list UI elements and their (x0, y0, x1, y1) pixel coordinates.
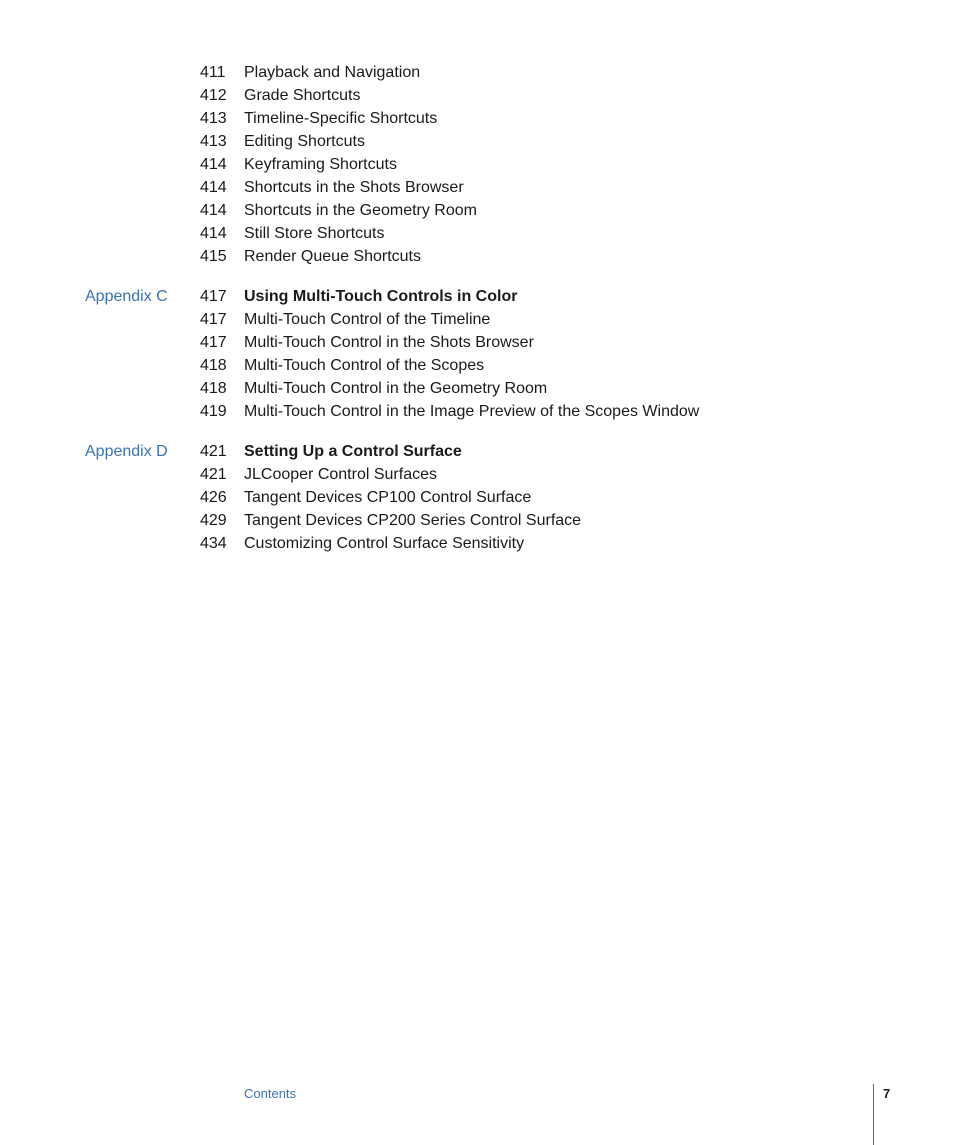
toc-entry-title: Customizing Control Surface Sensitivity (244, 535, 525, 552)
toc-page-number: 414 (200, 202, 227, 219)
toc-chapter-title: Using Multi-Touch Controls in Color (244, 288, 518, 305)
toc-entry-title: Shortcuts in the Geometry Room (244, 202, 477, 219)
toc-entry-title: Multi-Touch Control of the Timeline (244, 311, 491, 328)
toc-entry[interactable] (0, 486, 954, 509)
toc-entry[interactable] (0, 463, 954, 486)
toc-page-number: 417 (200, 311, 227, 328)
toc-entry[interactable] (0, 308, 954, 331)
toc-chapter-heading[interactable] (0, 440, 954, 463)
toc-page-number: 421 (200, 443, 227, 460)
toc-page-number: 413 (200, 133, 227, 150)
toc-entry-title: Multi-Touch Control in the Geometry Room (244, 380, 548, 397)
toc-entry-title: Render Queue Shortcuts (244, 248, 421, 265)
toc-page-number: 421 (200, 466, 227, 483)
footer-page-number: 7 (883, 1086, 891, 1101)
toc-page-number: 414 (200, 156, 227, 173)
toc-page-number: 434 (200, 535, 227, 552)
appendix-label: Appendix D (85, 443, 168, 460)
toc-page-number: 414 (200, 225, 227, 242)
toc-entry[interactable] (0, 153, 954, 176)
toc-page-number: 414 (200, 179, 227, 196)
toc-entry-title: Still Store Shortcuts (244, 225, 385, 242)
toc-group-appendix-d (0, 440, 954, 555)
toc-page-number: 412 (200, 87, 227, 104)
toc-page-number: 417 (200, 288, 227, 305)
toc-entry-title: Multi-Touch Control of the Scopes (244, 357, 485, 374)
toc-entry-title: JLCooper Control Surfaces (244, 466, 437, 483)
toc-entry[interactable] (0, 377, 954, 400)
toc-entry[interactable] (0, 199, 954, 222)
toc-entry[interactable] (0, 245, 954, 268)
toc-group-shortcuts-continued (0, 61, 954, 268)
toc-page-number: 418 (200, 380, 227, 397)
toc-page-number: 411 (200, 64, 226, 81)
toc-entry-title: Tangent Devices CP100 Control Surface (244, 489, 532, 506)
toc-entry-title: Shortcuts in the Shots Browser (244, 179, 464, 196)
toc-page-number: 426 (200, 489, 227, 506)
table-of-contents (0, 61, 954, 555)
footer-section-label: Contents (244, 1086, 297, 1101)
toc-entry[interactable] (0, 532, 954, 555)
toc-entry-title: Timeline-Specific Shortcuts (244, 110, 438, 127)
toc-entry-title: Grade Shortcuts (244, 87, 361, 104)
toc-page-number: 418 (200, 357, 227, 374)
toc-entry[interactable] (0, 222, 954, 245)
toc-chapter-title: Setting Up a Control Surface (244, 443, 462, 460)
toc-group-appendix-c (0, 285, 954, 423)
appendix-label: Appendix C (85, 288, 168, 305)
toc-page-number: 415 (200, 248, 227, 265)
toc-entry[interactable] (0, 130, 954, 153)
toc-entry[interactable] (0, 354, 954, 377)
toc-page-number: 429 (200, 512, 227, 529)
toc-page-number: 419 (200, 403, 227, 420)
toc-entry-title: Keyframing Shortcuts (244, 156, 397, 173)
toc-entry-title: Editing Shortcuts (244, 133, 365, 150)
toc-entry[interactable] (0, 107, 954, 130)
toc-page-number: 413 (200, 110, 227, 127)
toc-entry[interactable] (0, 176, 954, 199)
toc-chapter-heading[interactable] (0, 285, 954, 308)
toc-entry[interactable] (0, 84, 954, 107)
footer-divider (873, 1084, 874, 1145)
toc-entry-title: Multi-Touch Control in the Shots Browser (244, 334, 534, 351)
toc-entry-title: Tangent Devices CP200 Series Control Surface (244, 512, 582, 529)
toc-entry-title: Playback and Navigation (244, 64, 421, 81)
toc-entry[interactable] (0, 331, 954, 354)
toc-entry[interactable] (0, 509, 954, 532)
toc-page-number: 417 (200, 334, 227, 351)
toc-entry[interactable] (0, 400, 954, 423)
toc-entry-title: Multi-Touch Control in the Image Preview of the Scopes Window (244, 403, 700, 420)
toc-entry[interactable] (0, 61, 954, 84)
